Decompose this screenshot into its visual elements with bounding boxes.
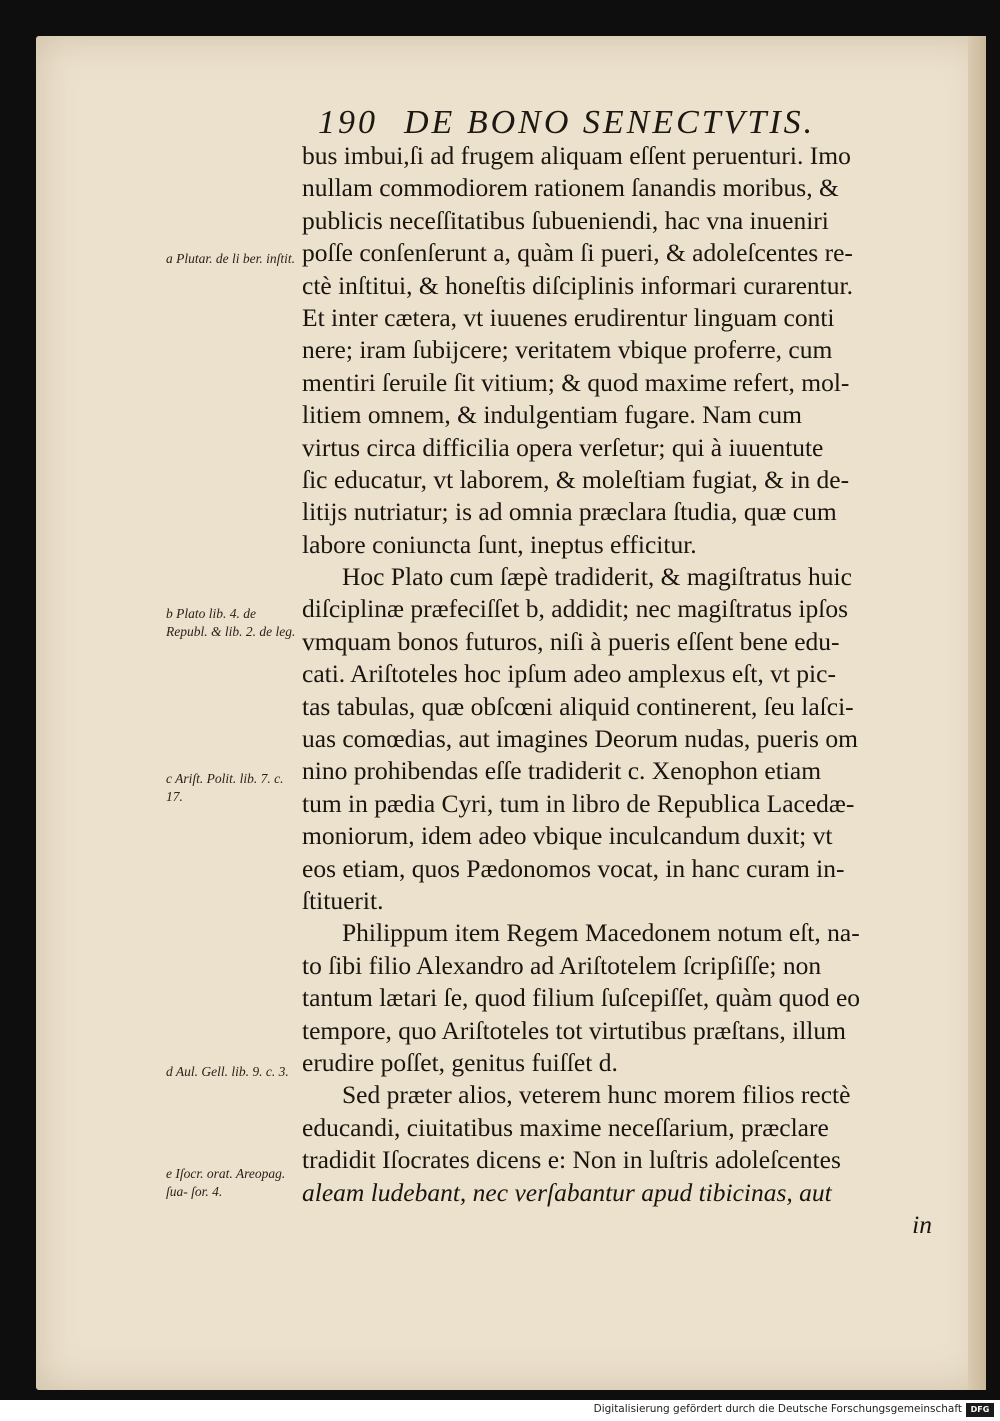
text-line: aleam ludebant, nec verſabantur apud tibicinas, aut — [302, 1177, 832, 1207]
text-line: Sed præter alios, veterem hunc morem filios rectè — [342, 1080, 851, 1110]
text-line: mentiri ſeruile ſit vitium; & quod maxime refert, mol- — [302, 367, 850, 397]
marginal-note-b: b Plato lib. 4. de Republ. & lib. 2. de leg. — [166, 606, 296, 639]
marginal-note-c: c Ariſt. Polit. lib. 7. c. 17. — [166, 771, 284, 804]
text-line: ctè inſtitui, & honeſtis diſciplinis informari curarentur. — [302, 270, 853, 300]
text-line: litiem omnem, & indulgentiam fugare. Nam cum — [302, 400, 802, 430]
text-line: erudire poſſet, genitus fuiſſet d. — [302, 1047, 618, 1077]
dfg-logo: DFG — [966, 1403, 994, 1417]
running-title: DE BONO SENECTVTIS. — [404, 104, 816, 141]
text-line: moniorum, idem adeo vbique inculcandum duxit; vt — [302, 821, 833, 851]
page-edge — [968, 36, 986, 1390]
marginal-note-e: e Iſocr. orat. Areopag. ſua- ſor. 4. — [166, 1166, 286, 1199]
text-line: ſic educatur, vt laborem, & moleſtiam fugiat, & in de- — [302, 464, 850, 494]
footer-bar — [0, 1400, 1000, 1421]
text-line: tas tabulas, quæ obſcœni aliquid continerent, ſeu laſci- — [302, 691, 854, 721]
text-line: nullam commodiorem rationem ſanandis moribus, & — [302, 173, 839, 203]
page-number: 190 — [318, 104, 378, 141]
text-line: bus imbui,ſi ad frugem aliquam eſſent peruenturi. Imo — [302, 141, 851, 170]
text-line: nino prohibendas eſſe tradiderit c. Xenophon etiam — [302, 756, 822, 786]
marginal-note-d: d Aul. Gell. lib. 9. c. 3. — [166, 1064, 289, 1079]
text-line: labore coniuncta ſunt, ineptus efficitur. — [302, 529, 697, 559]
text-line: virtus circa difficilia opera verſetur; qui à iuuentute — [302, 432, 824, 462]
text-line: ſtituerit. — [302, 885, 384, 915]
text-line: to ſibi filio Alexandro ad Ariſtotelem ſcripſiſſe; non — [302, 950, 822, 980]
text-line: educandi, ciuitatibus maxime neceſſarium, præclare — [302, 1112, 829, 1142]
text-line: uas comœdias, aut imagines Deorum nudas, pueris om — [302, 724, 858, 754]
digitization-credit: Digitalisierung gefördert durch die Deutsche Forschungsgemeinschaft — [593, 1403, 962, 1415]
text-line: tempore, quo Ariſtoteles tot virtutibus præſtans, illum — [302, 1015, 846, 1045]
text-line: eos etiam, quos Pædonomos vocat, in hanc curam in- — [302, 853, 845, 883]
text-line: cati. Ariſtoteles hoc ipſum adeo amplexus eſt, vt pic- — [302, 659, 836, 689]
running-header — [318, 104, 815, 142]
text-line: tum in pædia Cyri, tum in libro de Republica Lacedæ- — [302, 788, 855, 818]
text-line: Et inter cætera, vt iuuenes erudirentur linguam conti — [302, 302, 835, 332]
text-line: tradidit Iſocrates dicens e: Non in luſtris adoleſcentes — [302, 1145, 841, 1175]
text-line: publicis neceſſitatibus ſubueniendi, hac vna inueniri — [302, 205, 829, 235]
text-line: Philippum item Regem Macedonem notum eſt, na- — [342, 918, 860, 948]
text-line: diſciplinæ præfeciſſet b, addidit; nec magiſtratus ipſos — [302, 594, 849, 624]
text-line: nere; iram ſubijcere; veritatem vbique proferre, cum — [302, 335, 833, 365]
text-line: Hoc Plato cum ſæpè tradiderit, & magiſtratus huic — [342, 562, 852, 592]
marginal-note-a: a Plutar. de li ber. inſtit. — [166, 251, 296, 266]
text-line: in — [912, 1209, 932, 1239]
text-line: litijs nutriatur; is ad omnia præclara ſtudia, quæ cum — [302, 497, 837, 527]
text-line: vmquam bonos futuros, niſi à pueris eſſent bene edu- — [302, 626, 840, 656]
text-line: poſſe conſenſerunt a, quàm ſi pueri, & adoleſcentes re- — [302, 238, 853, 268]
text-line: tantum lætari ſe, quod filium ſuſcepiſſet, quàm quod eo — [302, 983, 861, 1013]
body-text — [302, 140, 962, 1241]
